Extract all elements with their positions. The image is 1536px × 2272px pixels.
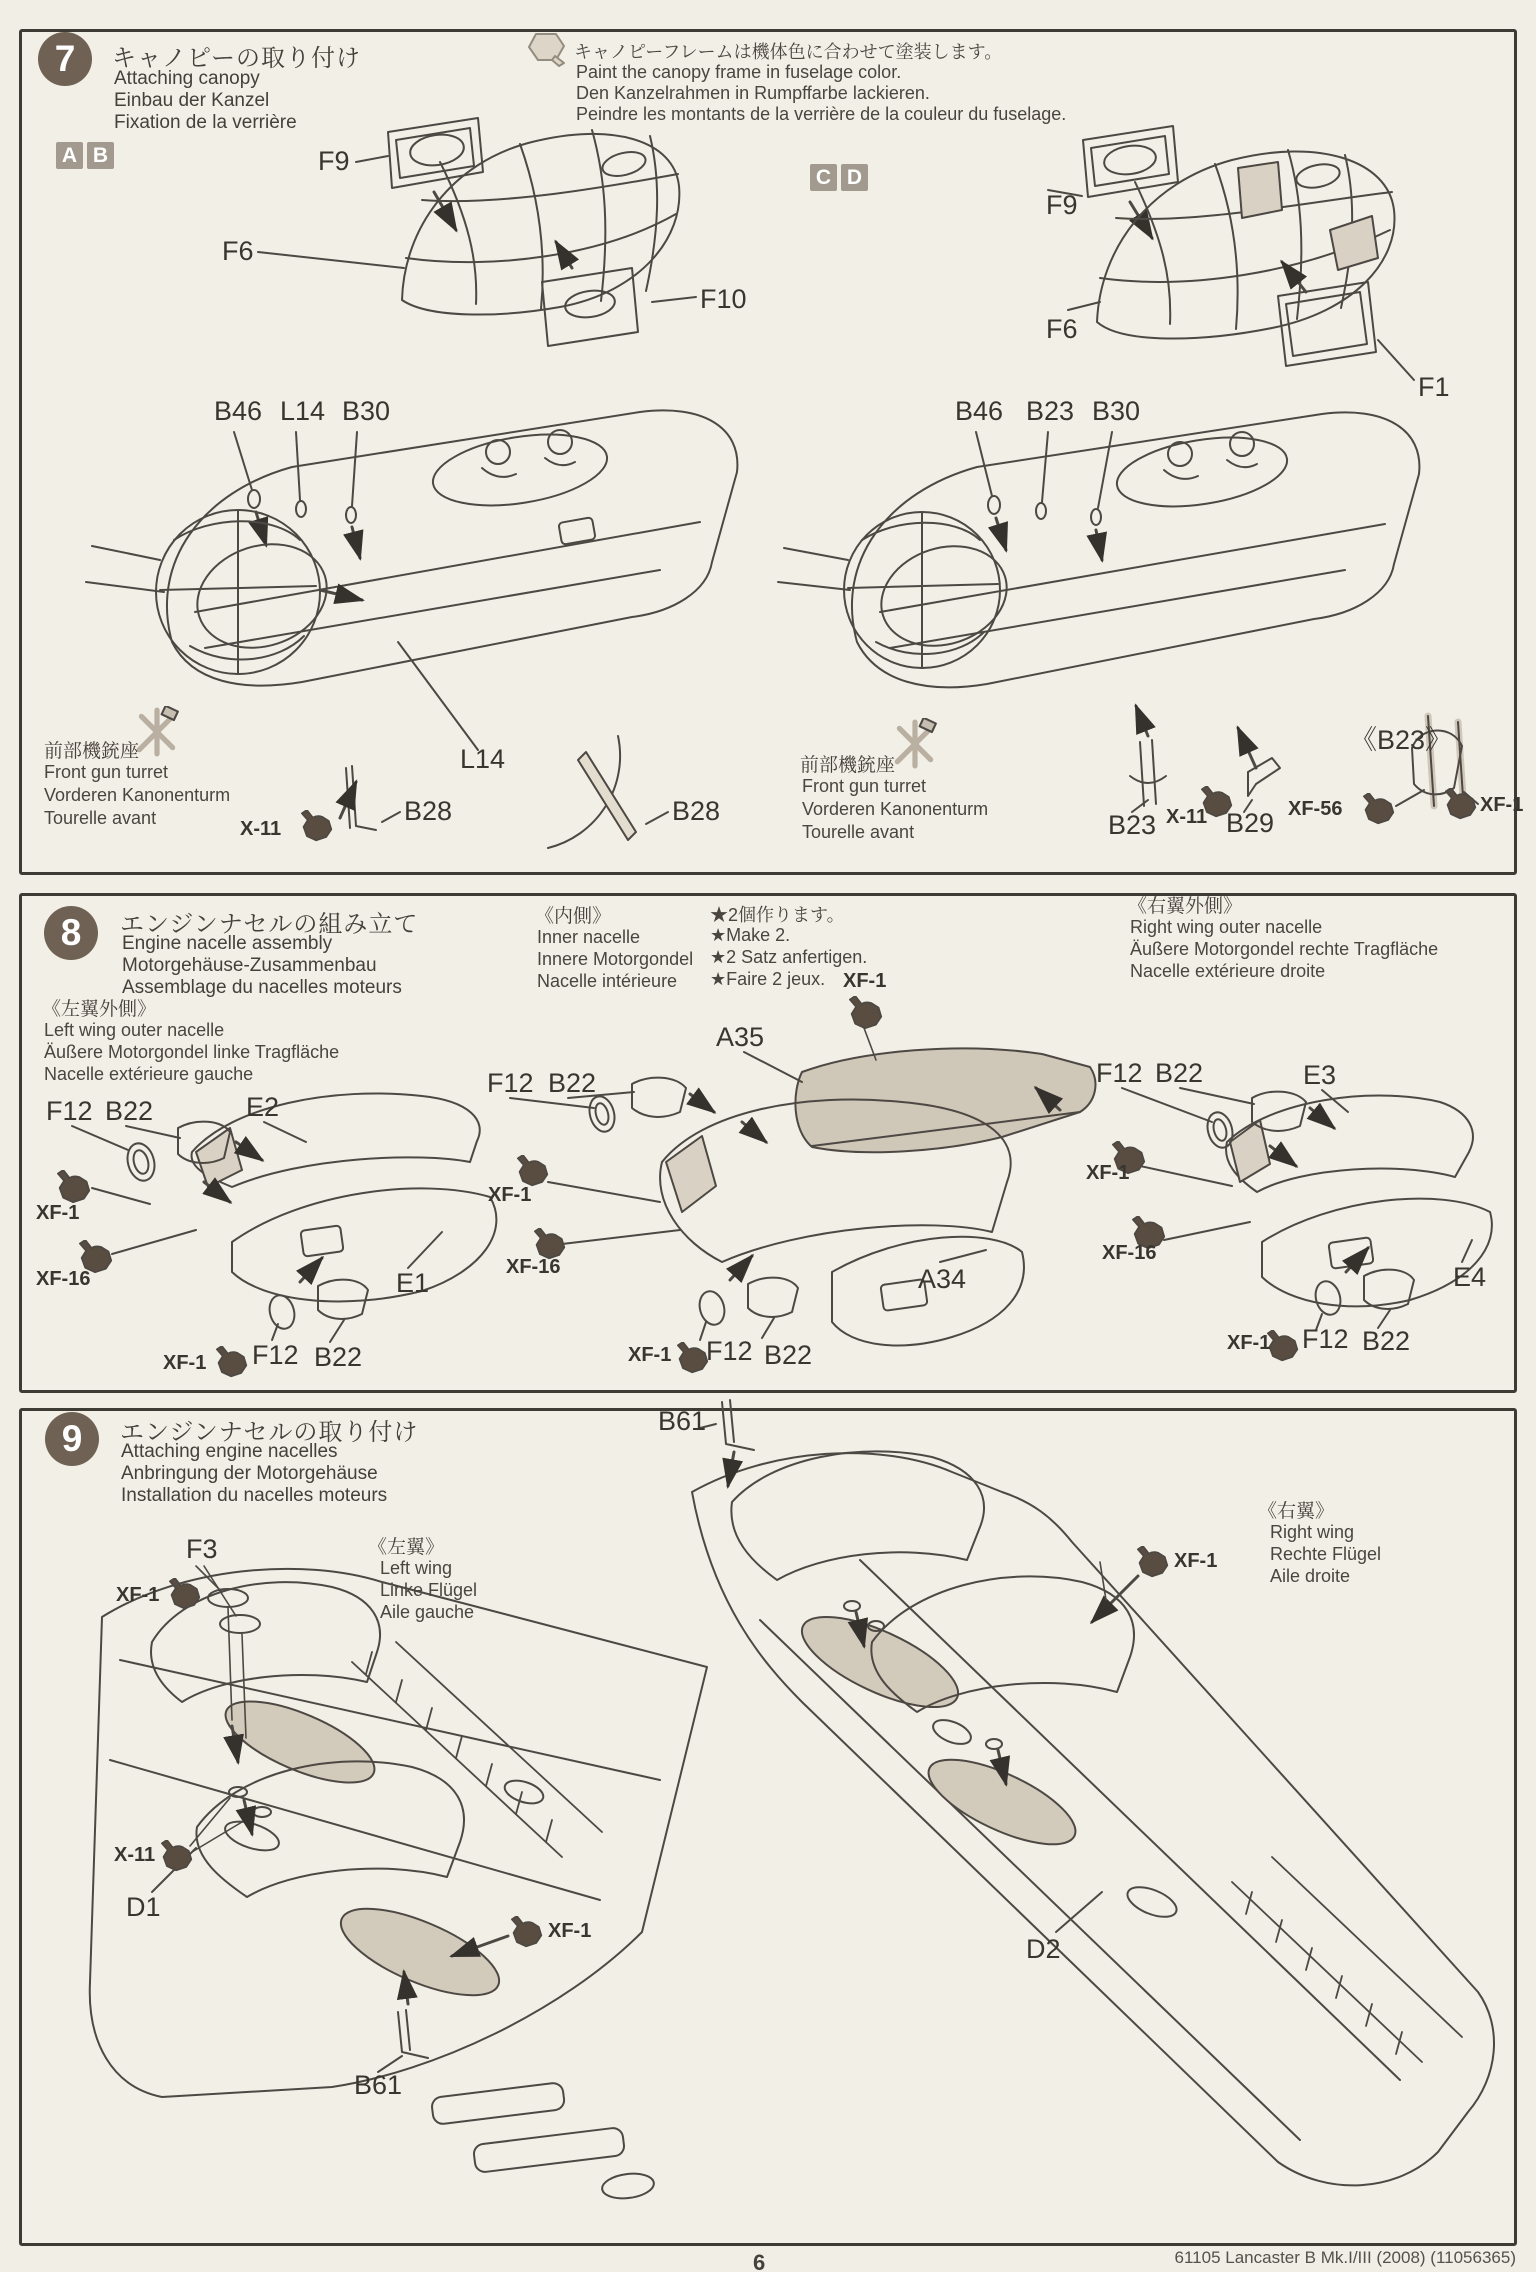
part-label-b28-left: B28 xyxy=(404,796,453,826)
left-wing-note-en: Left wing xyxy=(380,1558,453,1578)
right-wing-note-jp: 《右翼》 xyxy=(1258,1501,1335,1522)
part-label-b30-left: B30 xyxy=(342,396,391,426)
inner-note-jp: 《内側》 xyxy=(535,906,612,927)
step7-title-fr: Fixation de la verrière xyxy=(114,112,297,133)
left-outer-note-jp: 《左翼外側》 xyxy=(42,999,157,1020)
right-outer-note-en: Right wing outer nacelle xyxy=(1130,917,1323,937)
variant-badge-c: C xyxy=(810,164,837,191)
step8-number-badge xyxy=(44,906,98,960)
part-label-f12-lg-bottom: F12 xyxy=(252,1340,299,1370)
make-two-de: ★2 Satz anfertigen. xyxy=(710,947,868,967)
paint-label-xf1-mid-wing: XF-1 xyxy=(548,1920,592,1942)
step7-panel xyxy=(19,29,1517,875)
part-label-e1: E1 xyxy=(396,1268,430,1298)
paint-label-xf1-mg-top: XF-1 xyxy=(843,970,887,992)
part-label-b29-right: B29 xyxy=(1226,808,1275,838)
footer-catalog-text: 61105 Lancaster B Mk.I/III (2008) (11056365) xyxy=(1174,2248,1516,2267)
right-wing-note-de: Rechte Flügel xyxy=(1270,1544,1382,1564)
left-wing-note-jp: 《左翼》 xyxy=(368,1537,445,1558)
part-label-e3: E3 xyxy=(1303,1060,1337,1090)
part-label-d2: D2 xyxy=(1026,1934,1061,1964)
make-two-en: ★Make 2. xyxy=(710,925,791,945)
paint-label-xf56: XF-56 xyxy=(1288,798,1343,820)
part-label-f12-mg: F12 xyxy=(487,1068,534,1098)
inset-title-b23: 《B23》 xyxy=(1350,725,1453,755)
part-label-f1-right: F1 xyxy=(1418,372,1450,402)
step8-title-fr: Assemblage du nacelles moteurs xyxy=(122,977,402,998)
paint-label-xf1-rg-bottom: XF-1 xyxy=(1227,1332,1271,1354)
part-label-f9-right: F9 xyxy=(1046,190,1078,220)
step8-number: 8 xyxy=(60,912,82,953)
step8-title-de: Motorgehäuse-Zusammenbau xyxy=(122,955,377,976)
right-outer-note-fr: Nacelle extérieure droite xyxy=(1130,961,1326,981)
part-label-d1: D1 xyxy=(126,1892,161,1922)
turret-note-left-fr: Tourelle avant xyxy=(44,808,157,828)
make-two-fr: ★Faire 2 jeux. xyxy=(710,969,826,989)
step7-paint-note-jp: キャノピーフレームは機体色に合わせて塗装します。 xyxy=(574,42,1003,62)
part-label-a35: A35 xyxy=(716,1022,765,1052)
paint-label-xf16-rg: XF-16 xyxy=(1102,1242,1157,1264)
part-label-b61-top: B61 xyxy=(658,1406,707,1436)
part-label-f10-left: F10 xyxy=(700,284,747,314)
turret-note-left-jp: 前部機銃座 xyxy=(44,741,140,762)
part-label-f6-left: F6 xyxy=(222,236,254,266)
paint-label-xf1-lg-bottom: XF-1 xyxy=(163,1352,207,1374)
part-label-b30-right: B30 xyxy=(1092,396,1141,426)
part-label-b22-lg-bottom: B22 xyxy=(314,1342,363,1372)
step9-number: 9 xyxy=(61,1418,83,1459)
part-label-b22-lg: B22 xyxy=(105,1096,154,1126)
step7-title-en: Attaching canopy xyxy=(114,68,260,89)
paint-label-xf16-lg: XF-16 xyxy=(36,1268,91,1290)
turret-note-right-jp: 前部機銃座 xyxy=(800,755,896,776)
part-label-a34: A34 xyxy=(918,1264,967,1294)
part-label-b61-bottom: B61 xyxy=(354,2070,403,2100)
step9-title-de: Anbringung der Motorgehäuse xyxy=(121,1463,378,1484)
step7-paint-note-en: Paint the canopy frame in fuselage color. xyxy=(576,62,902,82)
part-label-b22-rg: B22 xyxy=(1155,1058,1204,1088)
left-wing-note-de: Linke Flügel xyxy=(380,1580,478,1600)
paint-label-xf1-f3: XF-1 xyxy=(116,1584,160,1606)
part-label-e4: E4 xyxy=(1453,1262,1487,1292)
right-outer-note-de: Äußere Motorgondel rechte Tragfläche xyxy=(1130,939,1439,959)
page-number: 6 xyxy=(753,2250,766,2272)
part-label-f12-lg: F12 xyxy=(46,1096,93,1126)
part-label-b28-rod: B28 xyxy=(672,796,721,826)
inner-note-fr: Nacelle intérieure xyxy=(537,971,678,991)
paint-label-xf1-rg: XF-1 xyxy=(1086,1162,1130,1184)
part-label-b23-right: B23 xyxy=(1108,810,1157,840)
part-label-b22-rg-bottom: B22 xyxy=(1362,1326,1411,1356)
step7-number: 7 xyxy=(54,38,76,79)
left-outer-note-fr: Nacelle extérieure gauche xyxy=(44,1064,254,1084)
variant-badge-d: D xyxy=(841,164,868,191)
part-label-f12-mg-bottom: F12 xyxy=(706,1336,753,1366)
part-label-x11-left: X-11 xyxy=(240,818,282,840)
part-label-x11-wing: X-11 xyxy=(114,1844,156,1866)
turret-note-right-de: Vorderen Kanonenturm xyxy=(802,799,989,819)
turret-note-left-de: Vorderen Kanonenturm xyxy=(44,785,231,805)
turret-note-left-en: Front gun turret xyxy=(44,762,169,782)
right-wing-note-en: Right wing xyxy=(1270,1522,1355,1542)
turret-note-right-en: Front gun turret xyxy=(802,776,927,796)
step7-paint-note-fr: Peindre les montants de la verrière de la couleur du fuselage. xyxy=(576,104,1067,124)
paint-label-xf1-mg: XF-1 xyxy=(488,1184,532,1206)
part-label-b23-top-right: B23 xyxy=(1026,396,1075,426)
part-label-l14-left: L14 xyxy=(460,744,506,774)
part-label-b22-mg: B22 xyxy=(548,1068,597,1098)
step8-title-en: Engine nacelle assembly xyxy=(122,933,333,954)
paint-label-xf16-mg: XF-16 xyxy=(506,1256,561,1278)
step9-number-badge xyxy=(45,1412,99,1466)
part-label-e2: E2 xyxy=(246,1092,280,1122)
part-label-x11-right: X-11 xyxy=(1166,806,1208,828)
part-label-f3: F3 xyxy=(186,1534,218,1564)
make-two-jp: ★2個作ります。 xyxy=(710,905,845,925)
part-label-f6-right: F6 xyxy=(1046,314,1078,344)
step9-title-en: Attaching engine nacelles xyxy=(121,1441,338,1462)
step7-title-jp: キャノピーの取り付け xyxy=(112,45,362,72)
part-label-b46-right: B46 xyxy=(955,396,1004,426)
inner-note-de: Innere Motorgondel xyxy=(537,949,694,969)
part-label-l14-top-left: L14 xyxy=(280,396,326,426)
part-label-b22-mg-bottom: B22 xyxy=(764,1340,813,1370)
part-label-f12-rg-bottom: F12 xyxy=(1302,1324,1349,1354)
part-label-f9-left: F9 xyxy=(318,146,350,176)
step8-title-jp: エンジンナセルの組み立て xyxy=(120,911,419,938)
inner-note-en: Inner nacelle xyxy=(537,927,641,947)
left-wing-note-fr: Aile gauche xyxy=(380,1602,475,1622)
paint-label-xf1-lg: XF-1 xyxy=(36,1202,80,1224)
step9-title-fr: Installation du nacelles moteurs xyxy=(121,1485,388,1506)
part-label-f12-rg: F12 xyxy=(1096,1058,1143,1088)
step7-paint-note-de: Den Kanzelrahmen in Rumpffarbe lackieren. xyxy=(576,83,930,103)
paint-label-xf1-inset: XF-1 xyxy=(1480,794,1524,816)
left-outer-note-en: Left wing outer nacelle xyxy=(44,1020,225,1040)
right-outer-note-jp: 《右翼外側》 xyxy=(1128,896,1243,917)
right-wing-note-fr: Aile droite xyxy=(1270,1566,1351,1586)
paint-label-xf1-mg-bottom: XF-1 xyxy=(628,1344,672,1366)
step9-title-jp: エンジンナセルの取り付け xyxy=(120,1419,419,1446)
part-label-b46-left: B46 xyxy=(214,396,263,426)
paint-label-xf1-right-wing: XF-1 xyxy=(1174,1550,1218,1572)
step7-number-badge xyxy=(38,32,92,86)
turret-note-right-fr: Tourelle avant xyxy=(802,822,915,842)
step7-title-de: Einbau der Kanzel xyxy=(114,90,270,111)
variant-badge-a: A xyxy=(56,142,83,169)
variant-badge-b: B xyxy=(87,142,114,169)
left-outer-note-de: Äußere Motorgondel linke Tragfläche xyxy=(44,1042,340,1062)
